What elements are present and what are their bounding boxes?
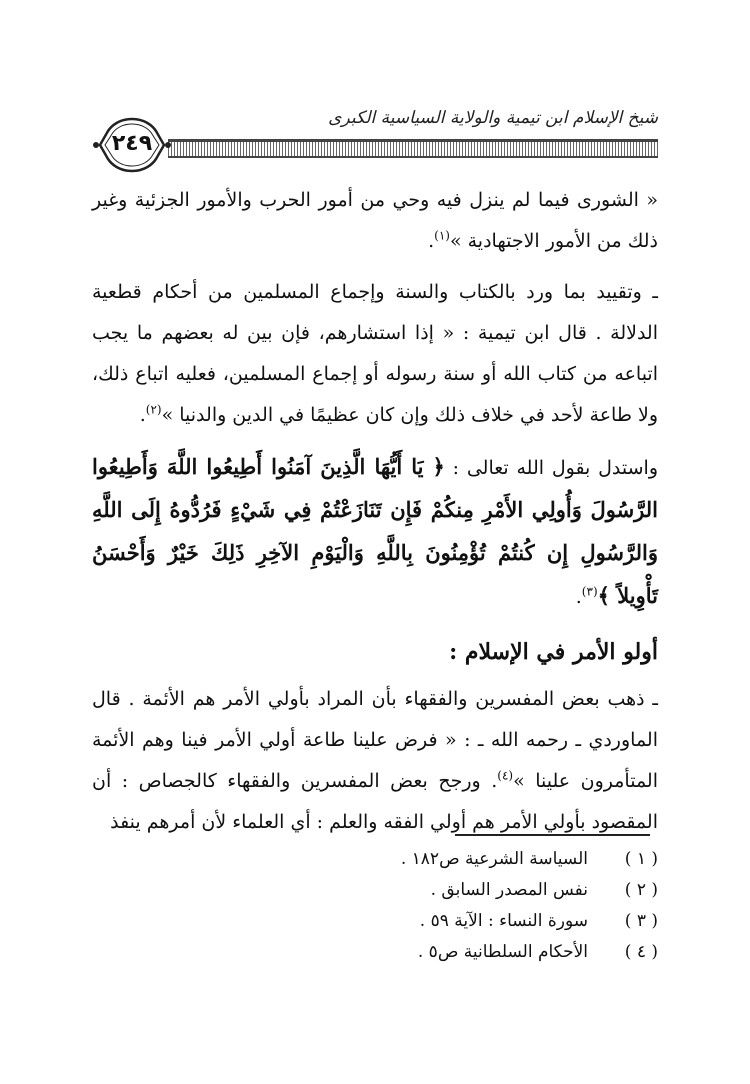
main-text <box>92 180 658 853</box>
page-number: ٢٤٩ <box>111 131 153 156</box>
paragraph-1: « الشورى فيما لم ينزل فيه وحي من أمور الحرب والأمور الجزئية وغير ذلك من الأمور الاجتهادية »$^{(١)}$. <box>92 189 658 252</box>
quran-verse: ﴿ يَا أَيُّهَا الَّذِينَ آمَنُوا أَطِيعُوا اللَّهَ وَأَطِيعُوا الرَّسُولَ وَأُولِي الأَمْرِ مِنكُمْ فَإِن تَنَازَعْتُمْ فِي شَيْءٍ فَرُدُّوهُ إِلَى اللَّهِ وَالرَّسُولِ إِن كُنتُمْ تُؤْمِنُونَ بِاللَّهِ وَالْيَوْمِ الآخِرِ ذَلِكَ خَيْرٌ وَأَحْسَنُ تَأْوِيلاً ﴾ <box>92 454 658 608</box>
footnote-ref-3: (٣) <box>581 584 598 599</box>
footnote-item: ( ١ ) السياسة الشرعية ص١٨٢ . <box>400 849 658 869</box>
footnote-ref-4: (٤) <box>497 768 514 783</box>
paragraph-4: ـ ذهب بعض المفسرين والفقهاء بأن المراد بأولي الأمر هم الأئمة . قال الماوردي ـ رحمه الله ـ : « فرض علينا طاعة أولي الأمر فينا وهم الأئمة المتأمرون علينا »$^{(٤)}$. ورجح بعض المفسرين والفقهاء كالجصاص : أن المقصود بأولي الأمر هم أولي الفقه والعلم : أي العلماء لأن أمرهم ينفذ <box>92 688 659 833</box>
footnote-ref-1: (١) <box>434 228 450 243</box>
running-title: شيخ الإسلام ابن تيمية والولاية السياسية الكبرى <box>328 108 658 128</box>
paragraph-2: ـ وتقييد بما ورد بالكتاب والسنة وإجماع المسلمين من أحكام قطعية الدلالة . قال ابن تيمية : « إذا استشارهم، فإن بين له بعضهم ما يجب اتباعه من كتاب الله أو سنة رسوله أو إجماع المسلمين، فعليه اتباع ذلك، ولا طاعة لأحد في خلاف ذلك وإن كان عظيمًا في الدين والدنيا »$^{(٢)}$. <box>92 281 658 426</box>
footnote-item: ( ٢ ) نفس المصدر السابق . <box>430 880 658 900</box>
page-number-badge <box>92 117 172 173</box>
footnote-rule <box>455 834 650 836</box>
header-rule <box>168 139 658 158</box>
footnote-ref-2: (٢) <box>145 402 162 417</box>
paragraph-3: واستدل بقول الله تعالى : ﴿ يَا أَيُّهَا الَّذِينَ آمَنُوا أَطِيعُوا اللَّهَ وَأَطِيعُوا الرَّسُولَ وَأُولِي الأَمْرِ مِنكُمْ فَإِن تَنَازَعْتُمْ فِي شَيْءٍ فَرُدُّوهُ إِلَى اللَّهِ وَالرَّسُولِ إِن كُنتُمْ تُؤْمِنُونَ بِاللَّهِ وَالْيَوْمِ الآخِرِ ذَلِكَ خَيْرٌ وَأَحْسَنُ تَأْوِيلاً ﴾$^{(٣)}$. <box>92 454 659 608</box>
footnote-item: ( ٣ ) سورة النساء : الآية ٥٩ . <box>419 911 658 931</box>
section-heading: أولو الأمر في الإسلام : <box>449 639 658 665</box>
footnotes <box>98 844 658 968</box>
footnote-item: ( ٤ ) الأحكام السلطانية ص٥ . <box>417 942 658 962</box>
